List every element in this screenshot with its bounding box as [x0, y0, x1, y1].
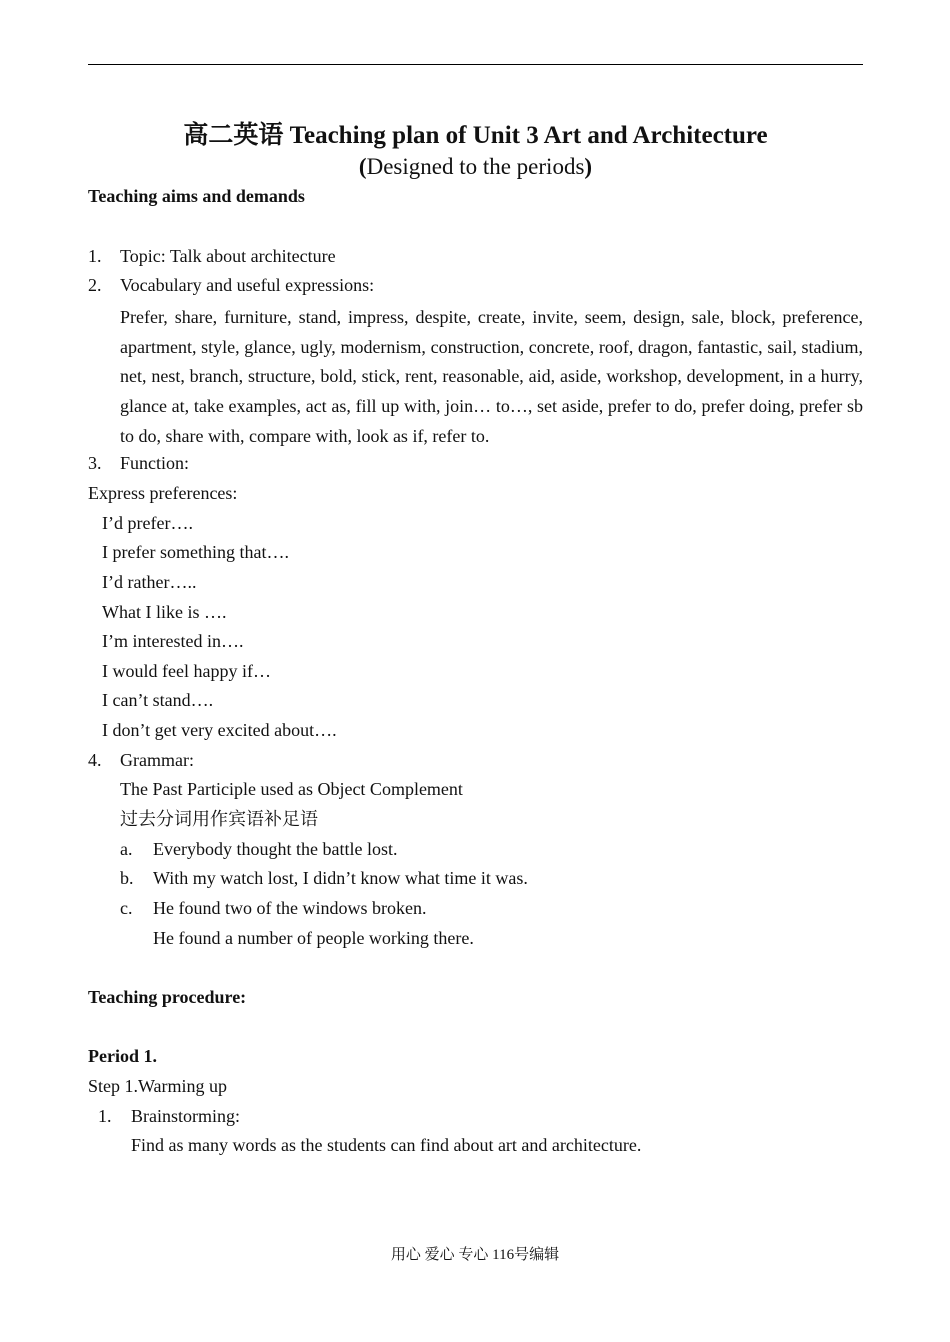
item-number-4: 4.	[88, 750, 102, 770]
subtitle-text: Designed to the periods	[366, 154, 585, 179]
example-label: a.	[120, 839, 133, 859]
example-text: Everybody thought the battle lost.	[153, 839, 398, 859]
phrase-item: What I like is ….	[102, 602, 227, 622]
procedure-heading: Teaching procedure:	[88, 987, 247, 1007]
brainstorm-label: Brainstorming:	[131, 1106, 240, 1126]
brainstorm-text: Find as many words as the students can find about art and architecture.	[131, 1135, 642, 1155]
brainstorm-number: 1.	[98, 1106, 112, 1126]
aims-heading: Teaching aims and demands	[88, 186, 305, 206]
phrase-item: I’m interested in….	[102, 631, 244, 651]
grammar-title-en: The Past Participle used as Object Complement	[120, 779, 463, 799]
item-number-2: 2.	[88, 275, 102, 295]
page-footer: 用心 爱心 专心 116号编辑	[390, 1247, 560, 1263]
phrase-item: I can’t stand….	[102, 690, 214, 710]
phrase-item: I prefer something that….	[102, 542, 289, 562]
subtitle-close-paren: )	[584, 154, 593, 179]
header-rule	[88, 64, 863, 65]
example-text: He found two of the windows broken.	[153, 898, 427, 918]
topic-line: Topic: Talk about architecture	[120, 246, 336, 266]
function-heading: Express preferences:	[88, 483, 238, 503]
grammar-label: Grammar:	[120, 750, 194, 770]
subtitle-open-paren: (	[358, 154, 367, 179]
period-heading: Period 1.	[88, 1046, 157, 1066]
vocab-paragraph: Prefer, share, furniture, stand, impress, despite, create, invite, seem, design, sale, block, preference, apartment, style, glance, ugly, modernism, construction, concrete, roof, dragon, fantastic, sail, stadium, net, nest, branch, structure, bold, stick, rent, reasonable, aid, aside, workshop, development, in a hurry, glance at, take examples, act as, fill up with, join… to…, set aside, prefer to do, prefer doing, prefer sb to do, share with, compare with, look as if, refer to.	[120, 307, 863, 446]
function-label: Function:	[120, 453, 190, 473]
phrase-item: I would feel happy if…	[102, 661, 271, 681]
phrase-item: I’d rather…..	[102, 572, 197, 592]
document-title: 高二英语 Teaching plan of Unit 3 Art and Architecture	[183, 122, 768, 149]
example-label: b.	[120, 868, 134, 888]
step-heading: Step 1.Warming up	[88, 1076, 228, 1096]
item-number-1: 1.	[88, 246, 102, 266]
example-label: c.	[120, 898, 133, 918]
grammar-title-zh: 过去分词用作宾语补足语	[120, 809, 318, 829]
item-number-3: 3.	[88, 453, 102, 473]
document-subtitle	[88, 152, 863, 182]
example-text: With my watch lost, I didn’t know what time it was.	[153, 868, 528, 888]
phrase-item: I’d prefer….	[102, 513, 193, 533]
phrase-item: I don’t get very excited about….	[102, 720, 337, 740]
example-extra: He found a number of people working there.	[153, 928, 474, 948]
vocab-label: Vocabulary and useful expressions:	[120, 275, 375, 295]
